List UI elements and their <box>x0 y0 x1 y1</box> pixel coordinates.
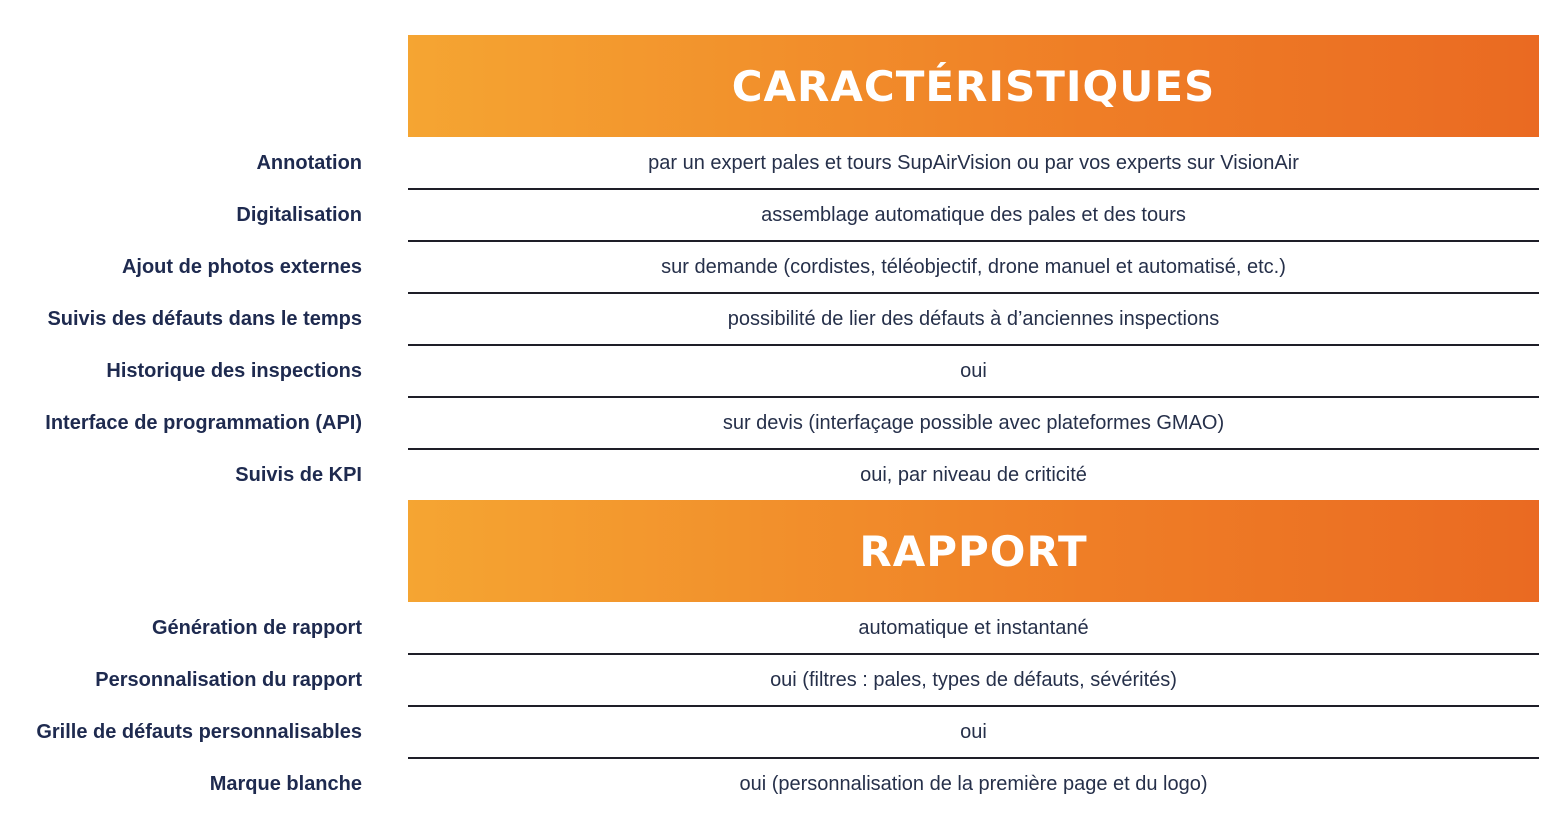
table-row <box>0 449 1562 501</box>
section-title: CARACTÉRISTIQUES <box>731 61 1216 111</box>
row-value: oui <box>960 721 987 743</box>
row-label: Suivis des défauts dans le temps <box>47 308 362 330</box>
row-value: oui (personnalisation de la première page et du logo) <box>739 773 1208 795</box>
row-value: possibilité de lier des défauts à d’anciennes inspections <box>727 308 1220 330</box>
row-value: sur devis (interfaçage possible avec plateformes GMAO) <box>722 412 1225 434</box>
row-value: oui (filtres : pales, types de défauts, sévérités) <box>770 669 1177 691</box>
row-label: Grille de défauts personnalisables <box>36 721 362 743</box>
row-label: Génération de rapport <box>151 617 362 639</box>
row-value: automatique et instantané <box>858 617 1089 639</box>
row-label: Marque blanche <box>209 773 362 795</box>
table-row <box>0 137 1562 189</box>
table-row <box>0 654 1562 706</box>
table-row <box>0 602 1562 654</box>
row-value: assemblage automatique des pales et des tours <box>761 204 1186 226</box>
row-label: Annotation <box>256 152 362 174</box>
row-label: Personnalisation du rapport <box>95 669 362 691</box>
table-row <box>0 706 1562 758</box>
table-row <box>0 758 1562 810</box>
table-row <box>0 345 1562 397</box>
row-label: Ajout de photos externes <box>121 256 362 278</box>
table-row <box>0 293 1562 345</box>
section-title: RAPPORT <box>859 526 1088 576</box>
table-row <box>0 241 1562 293</box>
row-label: Digitalisation <box>236 204 362 226</box>
table-row <box>0 397 1562 449</box>
row-value: sur demande (cordistes, téléobjectif, drone manuel et automatisé, etc.) <box>661 256 1286 278</box>
row-label: Historique des inspections <box>106 360 362 382</box>
section-header-caracteristiques <box>408 35 1539 137</box>
row-value: oui <box>960 360 987 382</box>
row-value: oui, par niveau de criticité <box>860 464 1087 486</box>
section-header-rapport <box>408 500 1539 602</box>
row-value: par un expert pales et tours SupAirVision ou par vos experts sur VisionAir <box>648 152 1299 174</box>
row-label: Suivis de KPI <box>235 464 362 486</box>
row-label: Interface de programmation (API) <box>45 412 362 434</box>
table-row <box>0 189 1562 241</box>
